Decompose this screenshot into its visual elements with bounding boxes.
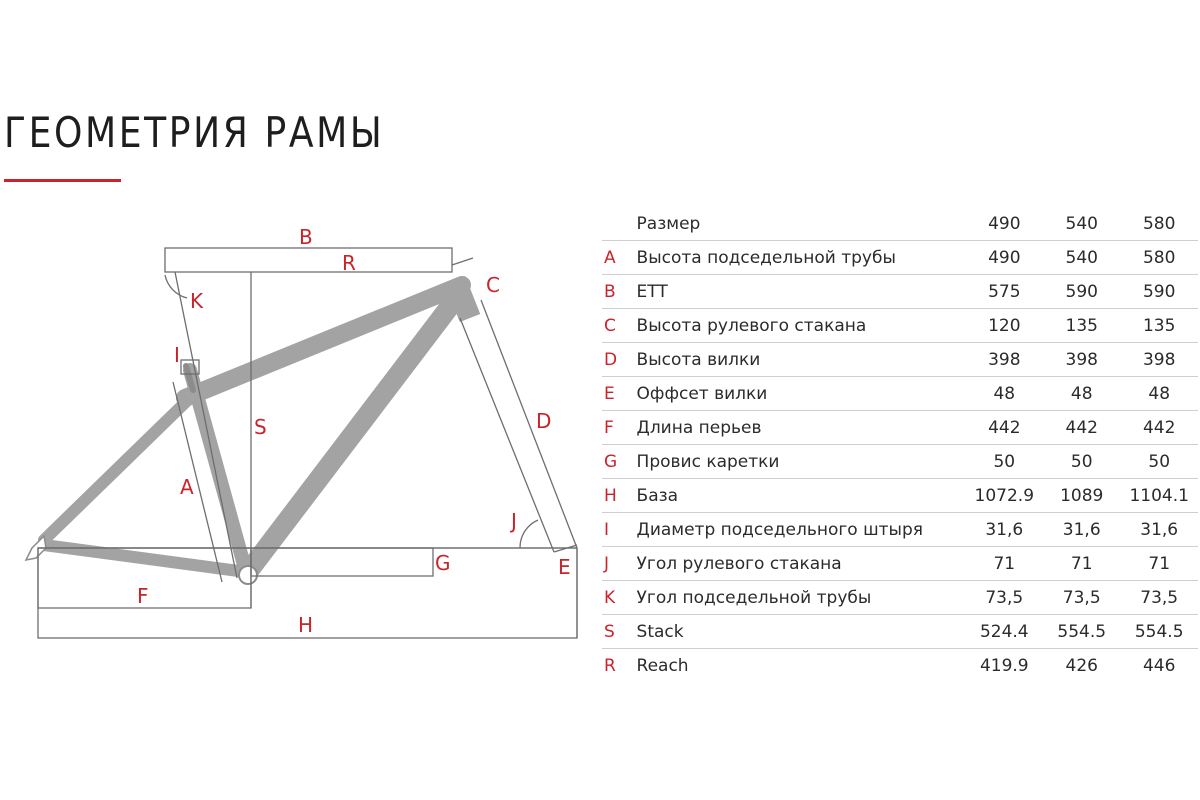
- row-value-490: 524.4: [966, 615, 1044, 649]
- row-value-490: 490: [966, 241, 1044, 275]
- row-value-540: 31,6: [1043, 513, 1120, 547]
- row-value-490: 575: [966, 275, 1044, 309]
- page-title: ГЕОМЕТРИЯ РАМЫ: [4, 108, 385, 157]
- row-value-580: 590: [1120, 275, 1198, 309]
- geometry-lines: [38, 248, 577, 638]
- label-g: G: [435, 551, 451, 575]
- bottom-bracket: [239, 566, 257, 584]
- row-value-580: 31,6: [1120, 513, 1198, 547]
- table-row: [602, 377, 1198, 411]
- row-value-580: 48: [1120, 377, 1198, 411]
- row-value-540: 50: [1043, 445, 1120, 479]
- label-i: I: [174, 343, 180, 367]
- header-label: Размер: [637, 207, 966, 241]
- row-letter: C: [602, 309, 637, 343]
- row-letter: R: [604, 655, 616, 676]
- label-k: K: [190, 289, 204, 313]
- row-value-490: 1072.9: [966, 479, 1044, 513]
- row-letter: K: [602, 581, 637, 615]
- label-h: H: [298, 613, 314, 637]
- row-letter: S: [602, 615, 637, 649]
- row-value-490: 120: [966, 309, 1044, 343]
- label-e: E: [558, 555, 571, 579]
- seat-tube: [190, 370, 246, 572]
- row-parameter-name: Высота вилки: [637, 343, 966, 377]
- row-value-490: 71: [966, 547, 1044, 581]
- size-540-header: 540: [1043, 207, 1120, 241]
- row-value-540: 48: [1043, 377, 1120, 411]
- row-value-490: 419.9: [979, 655, 1029, 676]
- row-letter: J: [602, 547, 637, 581]
- row-value-540: 590: [1043, 275, 1120, 309]
- row-value-540: 540: [1043, 241, 1120, 275]
- row-value-580: 398: [1120, 343, 1198, 377]
- title-underline: [4, 179, 121, 182]
- row-parameter-name: Оффсет вилки: [637, 377, 966, 411]
- row-value-540: 71: [1043, 547, 1120, 581]
- row-value-540: 554.5: [1043, 615, 1120, 649]
- label-f: F: [137, 584, 149, 608]
- row-value-540: 398: [1043, 343, 1120, 377]
- head-tube: [455, 280, 470, 318]
- frame-geometry-diagram: [0, 200, 600, 660]
- row-letter: G: [602, 445, 637, 479]
- label-j: J: [511, 509, 517, 533]
- row-value-540: 426: [1065, 655, 1098, 676]
- table-row: [602, 547, 1198, 581]
- table-row: [602, 309, 1198, 343]
- row-letter: I: [602, 513, 637, 547]
- row-parameter-name: Высота подседельной трубы: [637, 241, 966, 275]
- label-d: D: [536, 409, 552, 433]
- row-value-490: 442: [966, 411, 1044, 445]
- header-letter-cell: [602, 207, 637, 241]
- table-row: [602, 445, 1198, 479]
- row-value-580: 446: [1142, 655, 1176, 676]
- row-value-490: 73,5: [966, 581, 1044, 615]
- row-value-580: 71: [1120, 547, 1198, 581]
- row-letter: B: [602, 275, 637, 309]
- row-value-580: 554.5: [1120, 615, 1198, 649]
- fork-line-inner: [460, 318, 554, 552]
- row-parameter-name: База: [637, 479, 966, 513]
- row-value-490: 48: [966, 377, 1044, 411]
- head-angle-arc: [520, 520, 538, 548]
- row-letter: A: [602, 241, 637, 275]
- row-letter: E: [602, 377, 637, 411]
- row-value-580: 580: [1120, 241, 1198, 275]
- size-580-header: 580: [1120, 207, 1198, 241]
- row-value-540: 1089: [1043, 479, 1120, 513]
- table-row: [602, 411, 1198, 445]
- label-b: B: [299, 225, 313, 249]
- row-parameter-name: ETT: [637, 275, 966, 309]
- row-value-580: 442: [1120, 411, 1198, 445]
- row-letter: F: [602, 411, 637, 445]
- row-parameter-name: Провис каретки: [637, 445, 966, 479]
- table-row: [602, 581, 1198, 615]
- row-value-540: 73,5: [1043, 581, 1120, 615]
- table-header-row: [602, 207, 1198, 241]
- table-row: [602, 275, 1198, 309]
- label-a: A: [180, 475, 194, 499]
- row-parameter-name: Угол подседельной трубы: [637, 581, 966, 615]
- row-value-580: 1104.1: [1120, 479, 1198, 513]
- row-value-580: 135: [1120, 309, 1198, 343]
- seat-stay: [44, 395, 193, 540]
- row-parameter-name: Диаметр подседельного штыря: [637, 513, 966, 547]
- fork-line-outer: [481, 300, 577, 548]
- bb-drop-box: [251, 548, 433, 576]
- row-parameter-name: Stack: [637, 615, 966, 649]
- row-letter: H: [602, 479, 637, 513]
- row-value-580: 73,5: [1120, 581, 1198, 615]
- ett-box: [165, 248, 452, 272]
- row-parameter-name: Длина перьев: [637, 411, 966, 445]
- size-490-header: 490: [966, 207, 1044, 241]
- row-letter: D: [602, 343, 637, 377]
- table-row: [602, 241, 1198, 275]
- row-value-580: 50: [1120, 445, 1198, 479]
- row-value-540: 135: [1043, 309, 1120, 343]
- label-s: S: [254, 415, 267, 439]
- table-row: [602, 479, 1198, 513]
- table-row: [602, 649, 1198, 683]
- row-value-490: 50: [966, 445, 1044, 479]
- seat-tube-axis: [175, 272, 237, 578]
- row-value-490: 31,6: [966, 513, 1044, 547]
- row-parameter-name: Угол рулевого стакана: [637, 547, 966, 581]
- row-value-490: 398: [966, 343, 1044, 377]
- table-row: [602, 343, 1198, 377]
- row-parameter-name: Reach: [636, 655, 689, 676]
- head-tube-cap: [452, 258, 473, 265]
- row-value-540: 442: [1043, 411, 1120, 445]
- table-row: [602, 615, 1198, 649]
- label-r: R: [342, 251, 356, 275]
- table-row: [602, 513, 1198, 547]
- label-c: C: [486, 273, 500, 297]
- row-parameter-name: Высота рулевого стакана: [637, 309, 966, 343]
- geometry-table: [602, 207, 1198, 682]
